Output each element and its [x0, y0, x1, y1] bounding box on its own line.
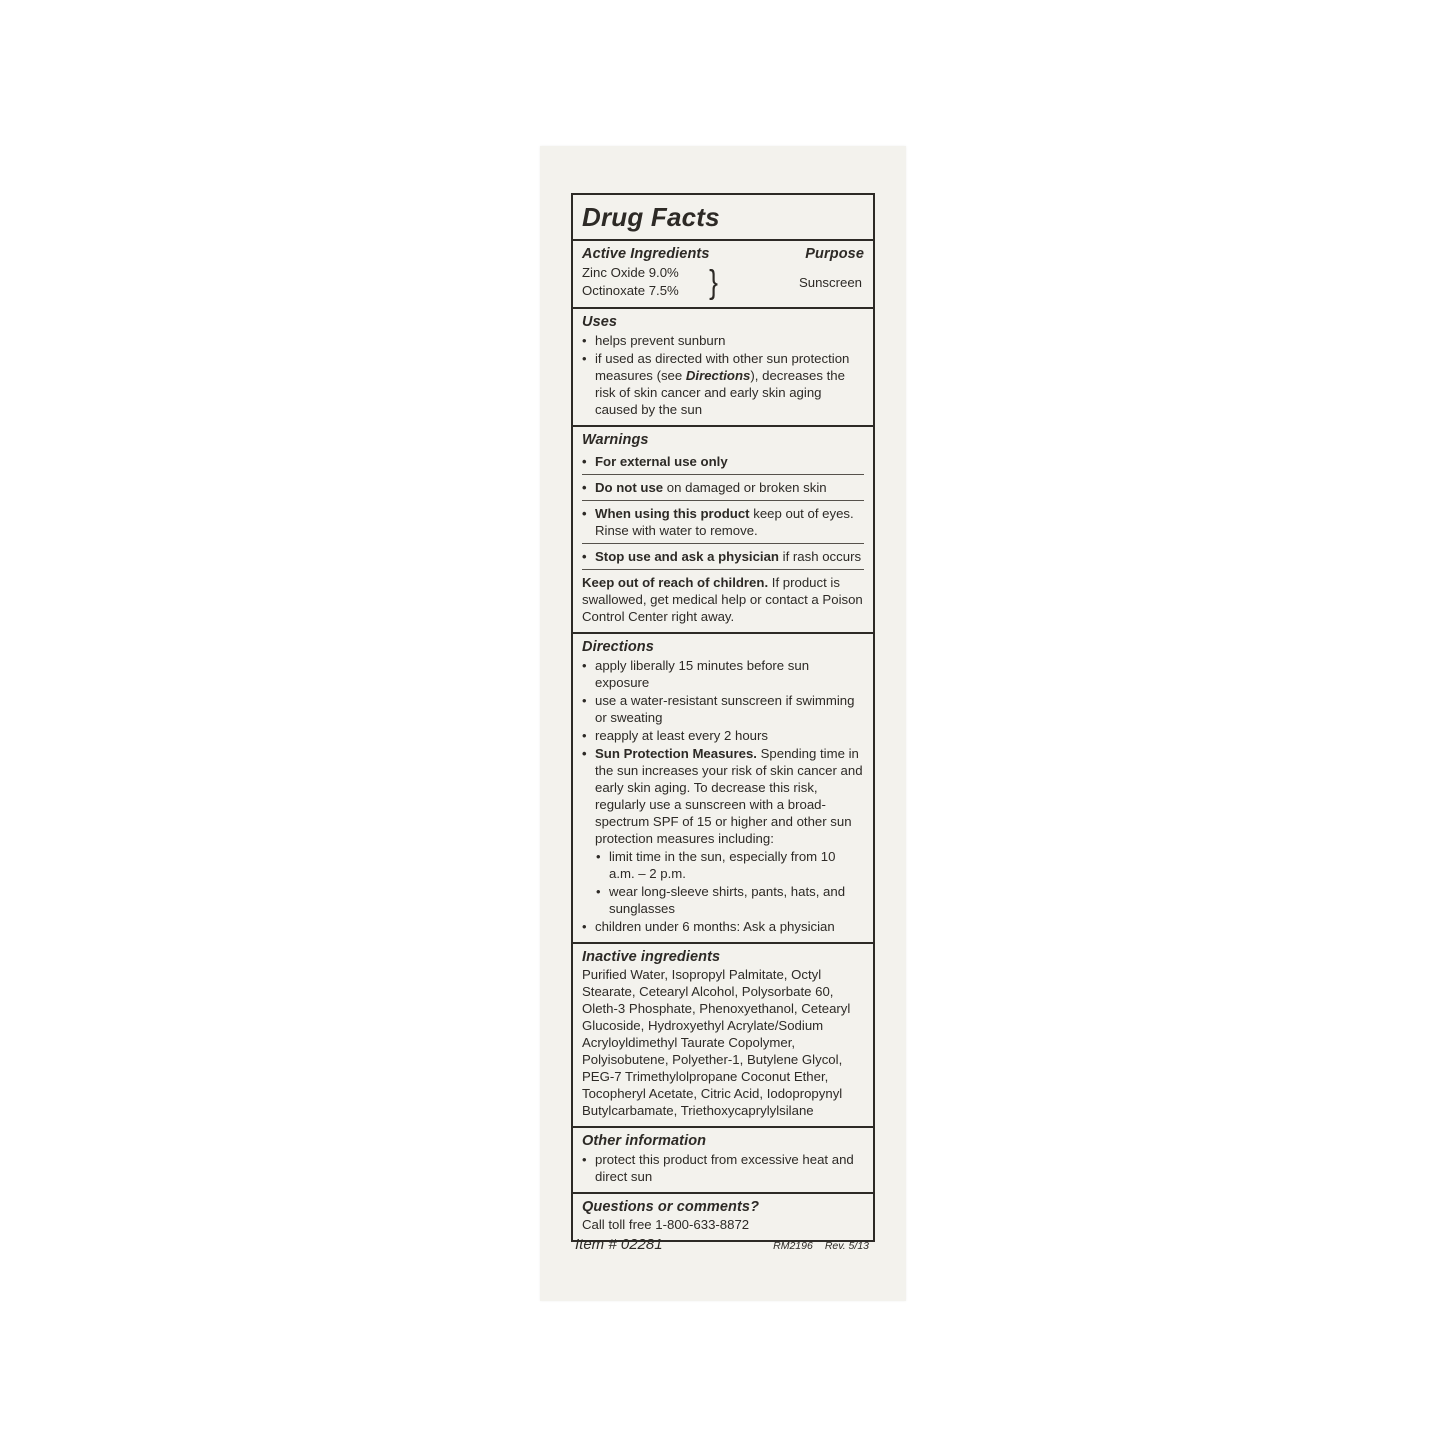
bullet-glyph: • — [582, 1152, 587, 1167]
toll-free-line: Call toll free 1-800-633-8872 — [582, 1217, 750, 1232]
drug-facts-box — [571, 193, 875, 1242]
other-information-bullet-text: protect this product from excessive heat and direct sun — [595, 1152, 854, 1184]
directions-section — [573, 632, 873, 942]
sub-bullet-1-text: limit time in the sun, especially from 10 a.m. – 2 p.m. — [609, 849, 836, 881]
inactive-ingredients-text: Purified Water, Isopropyl Palmitate, Octyl Stearate, Cetearyl Alcohol, Polysorbate 60, Oleth-3 Phosphate, Phenoxyethanol, Cetearyl Glucoside, Hydroxyethyl Acrylate/Sodium Acryloyldimethyl Taurate Copolymer, Polyisobutene, Polyether-1, Butylene Glycol, PEG-7 Trimethylolpropane Coconut Ether, Tocopheryl Acetate, Citric Acid, Iodopropynyl Butylcarbamate, Triethoxycaprylylsilane — [582, 967, 851, 1118]
directions-bullet-3 — [582, 727, 864, 744]
drug-facts-title: Drug Facts — [582, 202, 720, 232]
bullet-glyph: • — [582, 480, 587, 495]
active-ingredients-section — [573, 239, 873, 307]
warning-item-4-text: Stop use and ask a physician if rash occurs — [595, 549, 862, 564]
directions-reference: Directions — [685, 368, 751, 383]
sub-bullet-2-text: wear long-sleeve shirts, pants, hats, and sunglasses — [609, 884, 846, 916]
inactive-ingredients-section — [573, 942, 873, 1126]
bullet-glyph: • — [582, 506, 587, 521]
uses-section — [573, 307, 873, 425]
uses-bullet-1-text: helps prevent sunburn — [595, 333, 726, 348]
directions-bullet-2 — [582, 692, 864, 726]
directions-bullet-5 — [582, 918, 864, 935]
directions-bullet-5-text: children under 6 months: Ask a physician — [595, 919, 835, 934]
warnings-section — [573, 425, 873, 632]
bullet-glyph: • — [582, 728, 587, 743]
bullet-glyph: • — [582, 919, 587, 934]
other-information-section — [573, 1126, 873, 1192]
bullet-glyph: • — [582, 454, 587, 469]
sub-bullet-1 — [596, 848, 864, 882]
uses-bullet-2 — [582, 350, 864, 418]
uses-bullet-1 — [582, 332, 864, 349]
revision-date: Rev. 5/13 — [824, 1240, 869, 1252]
bullet-glyph: • — [582, 658, 587, 673]
keep-out-of-reach-paragraph: Keep out of reach of children. If product is swallowed, get medical help or contact a Poison Control Center right away. — [582, 575, 863, 624]
bullet-glyph: • — [596, 884, 601, 899]
purpose-heading: Purpose — [805, 246, 864, 262]
bullet-glyph: • — [582, 549, 587, 564]
title-section — [573, 195, 873, 239]
directions-bullet-4 — [582, 745, 864, 847]
bullet-glyph: • — [582, 693, 587, 708]
questions-heading: Questions or comments? — [582, 1199, 760, 1215]
warning-item-4 — [582, 544, 864, 570]
warning-item-3 — [582, 501, 864, 544]
bullet-glyph: • — [582, 351, 587, 366]
warning-item-1-text: For external use only — [595, 454, 728, 469]
brace-glyph: } — [709, 263, 718, 300]
drug-facts-label-paper — [540, 146, 906, 1301]
inactive-ingredients-heading: Inactive ingredients — [582, 949, 721, 965]
other-information-heading: Other information — [582, 1133, 707, 1149]
questions-section — [573, 1192, 873, 1240]
directions-bullet-2-text: use a water-resistant sunscreen if swimming or sweating — [595, 693, 855, 725]
directions-bullet-3-text: reapply at least every 2 hours — [595, 728, 768, 743]
warning-item-3-text: When using this product keep out of eyes. Rinse with water to remove. — [595, 506, 854, 538]
form-code: RM2196 — [773, 1240, 813, 1252]
bullet-glyph: • — [596, 849, 601, 864]
sun-protection-measures-text: Sun Protection Measures. Spending time in the sun increases your risk of skin cancer and early skin aging. To decrease this risk, regularly use a sunscreen with a broad-spectrum SPF of 15 or higher and other sun protection measures including: — [595, 746, 863, 846]
bullet-glyph: • — [582, 746, 587, 761]
warning-item-1 — [582, 449, 864, 475]
revision-group — [773, 1240, 875, 1252]
directions-bullet-1-text: apply liberally 15 minutes before sun exposure — [595, 658, 810, 690]
other-information-bullet — [582, 1151, 864, 1185]
warning-item-2 — [582, 475, 864, 501]
active-ingredient-2: Octinoxate 7.5% — [582, 283, 679, 298]
active-ingredient-1: Zinc Oxide 9.0% — [582, 265, 679, 280]
uses-bullet-2-text: if used as directed with other sun protection measures (see Directions), decreases the risk of skin cancer and early skin aging caused by the sun — [595, 351, 850, 417]
sub-bullet-2 — [596, 883, 864, 917]
warning-item-2-text: Do not use on damaged or broken skin — [595, 480, 827, 495]
active-ingredients-heading: Active Ingredients — [582, 246, 710, 262]
sun-protection-sub-bullets — [596, 848, 864, 917]
directions-bullet-1 — [582, 657, 864, 691]
warnings-heading: Warnings — [582, 432, 649, 448]
item-number: Item # 02281 — [575, 1236, 663, 1253]
directions-heading: Directions — [582, 639, 654, 655]
purpose-value: Sunscreen — [798, 274, 862, 290]
label-footer — [571, 1236, 875, 1253]
uses-heading: Uses — [582, 314, 618, 330]
bullet-glyph: • — [582, 333, 587, 348]
